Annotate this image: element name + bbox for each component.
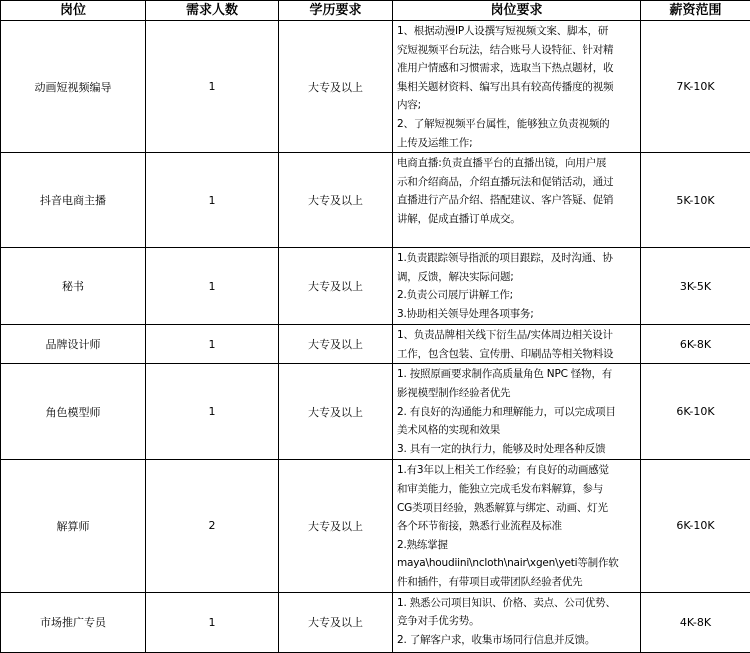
- cell-headcount: 2: [146, 460, 279, 592]
- cell-requirements: [393, 460, 641, 592]
- cell-position: 市场推广专员: [1, 592, 146, 652]
- requirement-line: 3.协助相关领导处理各项事务;: [397, 305, 638, 324]
- cell-headcount: 1: [146, 592, 279, 652]
- cell-headcount: 1: [146, 325, 279, 364]
- requirement-line: 2.熟练掌握: [397, 536, 638, 555]
- requirement-line: 1. 熟悉公司项目知识、价格、卖点、公司优势、: [397, 594, 638, 613]
- cell-position: 秘书: [1, 248, 146, 325]
- requirement-line: maya\houdiini\ncloth\nair\xgen\yeti等制作软: [397, 554, 638, 573]
- requirement-line: 件和插件，有带项目或带团队经验者优先: [397, 573, 638, 592]
- requirement-line: 示和介绍商品，介绍直播玩法和促销活动，通过: [397, 173, 638, 192]
- cell-salary: 7K-10K: [641, 21, 750, 153]
- requirement-line: 1、根据动漫IP人设撰写短视频文案、脚本，研: [397, 22, 638, 41]
- cell-education: 大专及以上: [279, 21, 393, 153]
- requirement-line: 竞争对手优劣势。: [397, 612, 638, 631]
- requirement-line: 2、了解短视频平台属性，能够独立负责视频的: [397, 115, 638, 134]
- cell-headcount: 1: [146, 153, 279, 248]
- requirement-line: 准用户情感和习惯需求，选取当下热点题材，收: [397, 59, 638, 78]
- requirement-line: 1. 按照原画要求制作高质量角色 NPC 怪物，有: [397, 365, 638, 384]
- cell-position: 动画短视频编导: [1, 21, 146, 153]
- cell-requirements: [393, 325, 641, 364]
- header-salary: 薪资范围: [641, 1, 750, 21]
- cell-salary: 6K-8K: [641, 325, 750, 364]
- header-requirements: 岗位要求: [393, 1, 641, 21]
- requirement-line: 各个环节衔接，熟悉行业流程及标准: [397, 517, 638, 536]
- cell-position: 品牌设计师: [1, 325, 146, 364]
- requirement-line: CG类项目经验，熟悉解算与绑定、动画、灯光: [397, 499, 638, 518]
- cell-education: 大专及以上: [279, 325, 393, 364]
- table-row: [1, 21, 750, 153]
- requirement-line: 工作，包含包装、宣传册、印刷品等相关物料设: [397, 345, 638, 364]
- table-row: [1, 248, 750, 325]
- requirement-line: 2. 了解客户求，收集市场同行信息并反馈。: [397, 631, 638, 650]
- cell-salary: 6K-10K: [641, 364, 750, 460]
- cell-education: 大专及以上: [279, 460, 393, 592]
- cell-requirements: [393, 153, 641, 248]
- cell-headcount: 1: [146, 21, 279, 153]
- cell-salary: 5K-10K: [641, 153, 750, 248]
- cell-position: 抖音电商主播: [1, 153, 146, 248]
- table-row: [1, 325, 750, 364]
- requirement-line: 2. 有良好的沟通能力和理解能力，可以完成项目: [397, 403, 638, 422]
- requirement-line: 3. 具有一定的执行力，能够及时处理各种反馈: [397, 440, 638, 459]
- requirement-line: 究短视频平台玩法，结合账号人设特征、针对精: [397, 41, 638, 60]
- table-row: [1, 153, 750, 248]
- requirement-line: 2.负责公司展厅讲解工作;: [397, 286, 638, 305]
- cell-position: 角色模型师: [1, 364, 146, 460]
- cell-education: 大专及以上: [279, 364, 393, 460]
- header-position: 岗位: [1, 1, 146, 21]
- table-header-row: [1, 1, 750, 21]
- requirement-line: 上传及运维工作;: [397, 134, 638, 153]
- requirement-line: 调，反馈，解决实际问题;: [397, 268, 638, 287]
- requirement-line: 内容;: [397, 96, 638, 115]
- requirement-line: 1、负责品牌相关线下衍生品/实体周边相关设计: [397, 326, 638, 345]
- cell-education: 大专及以上: [279, 153, 393, 248]
- cell-requirements: [393, 21, 641, 153]
- table-row: [1, 592, 750, 652]
- header-headcount: 需求人数: [146, 1, 279, 21]
- cell-headcount: 1: [146, 364, 279, 460]
- cell-education: 大专及以上: [279, 248, 393, 325]
- cell-salary: 3K-5K: [641, 248, 750, 325]
- requirement-line: 电商直播:负责直播平台的直播出镜，向用户展: [397, 154, 638, 173]
- cell-salary: 4K-8K: [641, 592, 750, 652]
- requirement-line: 集相关题材资料、编写出具有较高传播度的视频: [397, 78, 638, 97]
- requirement-line: 讲解，促成直播订单成交。: [397, 210, 638, 229]
- requirement-line: 1.负责跟踪领导指派的项目跟踪，及时沟通、协: [397, 249, 638, 268]
- requirement-line: 影视模型制作经验者优先: [397, 384, 638, 403]
- cell-requirements: [393, 592, 641, 652]
- cell-requirements: [393, 248, 641, 325]
- cell-education: 大专及以上: [279, 592, 393, 652]
- cell-salary: 6K-10K: [641, 460, 750, 592]
- table-row: [1, 364, 750, 460]
- requirement-line: 1.有3年以上相关工作经验；有良好的动画感觉: [397, 461, 638, 480]
- requirement-line: 美术风格的实现和效果: [397, 421, 638, 440]
- header-education: 学历要求: [279, 1, 393, 21]
- requirement-line: 和审美能力，能独立完成毛发布料解算，参与: [397, 480, 638, 499]
- requirement-line: 直播进行产品介绍、搭配建议、客户答疑、促销: [397, 191, 638, 210]
- cell-requirements: [393, 364, 641, 460]
- cell-position: 解算师: [1, 460, 146, 592]
- table-row: [1, 460, 750, 592]
- cell-headcount: 1: [146, 248, 279, 325]
